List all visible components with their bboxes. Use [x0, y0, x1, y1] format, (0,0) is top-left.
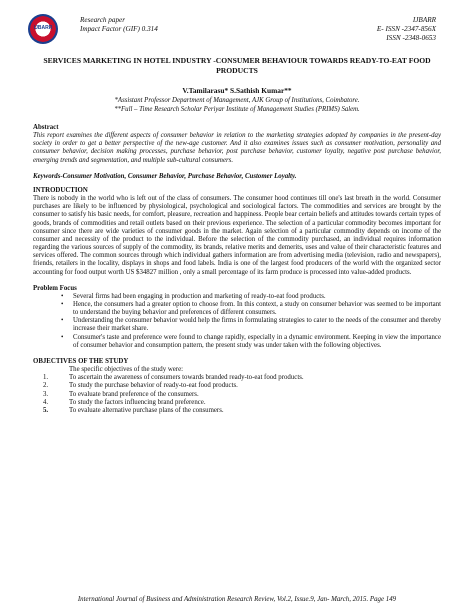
list-item: • Several firms had been engaging in production and marketing of ready-to-eat food products. [61, 292, 326, 300]
page-footer: International Journal of Business and Administration Research Review, Vol.2, Issue.9, Jan- March, 2015. Page 149 [77, 596, 397, 603]
bullet-icon: • [61, 292, 64, 300]
problem-focus-heading: Problem Focus [33, 284, 77, 292]
affiliation-2: **Full – Time Research Scholar Periyar Institute of Management Studies (PRIMS) Salem. [114, 105, 360, 113]
bullet-icon: • [61, 300, 64, 308]
logo-text: IJBARR [33, 25, 53, 31]
list-item: • Consumer's taste and preference were found to change rapidly, especially in a dynamic environment. Keeping in view the importance of consumer behavior and consumption pattern, the present study was under taken with the following objectives. [61, 333, 441, 349]
list-item: 1. To ascertain the awareness of consumers towards branded ready-to-eat food products. [43, 374, 304, 382]
list-item: 2. To study the purchase behavior of ready-to-eat food products. [43, 382, 238, 390]
affiliations [36, 97, 438, 114]
objectives-heading: OBJECTIVES OF THE STUDY [33, 357, 129, 365]
header-impact-factor: Impact Factor (GIF) 0.314 [80, 25, 158, 33]
affiliation-1: *Assistant Professor Department of Management, AJK Group of Institutions, Coimbatore. [114, 97, 360, 104]
paper-authors: V.Tamilarasu* S.Sathish Kumar** [182, 86, 292, 95]
objectives-list [33, 374, 441, 415]
abstract-heading: Abstract [33, 124, 59, 131]
bullet-icon: • [61, 317, 64, 325]
bullet-icon: • [61, 333, 64, 341]
header-eissn: E- ISSN -2347-856X [376, 25, 436, 33]
abstract-text: This report examines the different aspects of consumer behavior in relation to the marketing strategies adopted by companies in the present-day society in order to get a better perspective of the new-age customer. And it also examines issues such as consumer motivation, personality and consumer behavior, decision making processes, purchase behavior, post purchase behavior, customer loyalty, negative post purchase behavior, emerging trends and segmentation, and multiple sub-cultural consumers. [33, 132, 441, 164]
problem-focus-list [33, 293, 441, 350]
header-issn: ISSN -2348-0653 [386, 34, 436, 42]
introduction-heading: INTRODUCTION [33, 186, 88, 194]
list-item: 5. To evaluate alternative purchase plans of the consumers. [43, 406, 224, 414]
header-journal: IJBARR [412, 16, 436, 24]
objectives-intro: The specific objectives of the study were: [69, 366, 184, 374]
keywords: Keywords-Consumer Motivation, Consumer Behavior, Purchase Behavior, Customer Loyalty. [33, 172, 297, 180]
paper-body [33, 124, 441, 415]
header-right [377, 16, 436, 43]
list-item: 4. To study the factors influencing brand preference. [43, 398, 206, 406]
introduction-text: There is nobody in the world who is left out of the class of consumers. The consumer hood continues till one's last breath in the world. Consumer purchases are likely to be influenced by physiological, psychological and sociological factors. The commodities and services are brought by the consumer to satisfy his basic needs, for comfort, pleasure, recreation and happiness. People bear certain beliefs and attitudes towards certain types of goods, brands of commodities and retail outlets based on their previous experience. The selection of a particular commodity becomes important for consumer since there are wide varieties of consumer goods in the market. Again selection of a particular commodity depends on income of the consumer and necessity of the product to the individual. Before the selection of the commodity purchased, an individual requires information regarding the various sources of supply of the commodity, its brands, relative merits and demerits, uses and value of their characteristic features and services offered. The common sources through which individual gathers information are from advertising media (television, radio and newspapers), friends, retailers in the locality, displays in shops and food labels. India is one of the largest food producers of the world with the organized sector accounting for food output worth US $34827 million , only a small percentage of its farm produce is processed into value-added products. [33, 195, 441, 276]
header-left [80, 16, 158, 34]
list-item: 3. To evaluate brand preference of the consumers. [43, 390, 199, 398]
journal-logo-icon [28, 14, 58, 44]
list-item: • Hence, the consumers had a greater option to choose from. In this context, a study on consumer behavior was seemed to be important to understand the buying behavior and preferences of different consumers. [61, 300, 441, 317]
list-item: • Understanding the consumer behavior would help the firms in formulating strategies to cater to the needs of the consumer and thereby increase their market share. [61, 317, 441, 333]
paper-title: SERVICES MARKETING IN HOTEL INDUSTRY -CONSUMER BEHAVIOUR TOWARDS READY-TO-EAT FOOD PRODUCTS [43, 56, 431, 75]
header-paper-type: Research paper [80, 16, 126, 24]
